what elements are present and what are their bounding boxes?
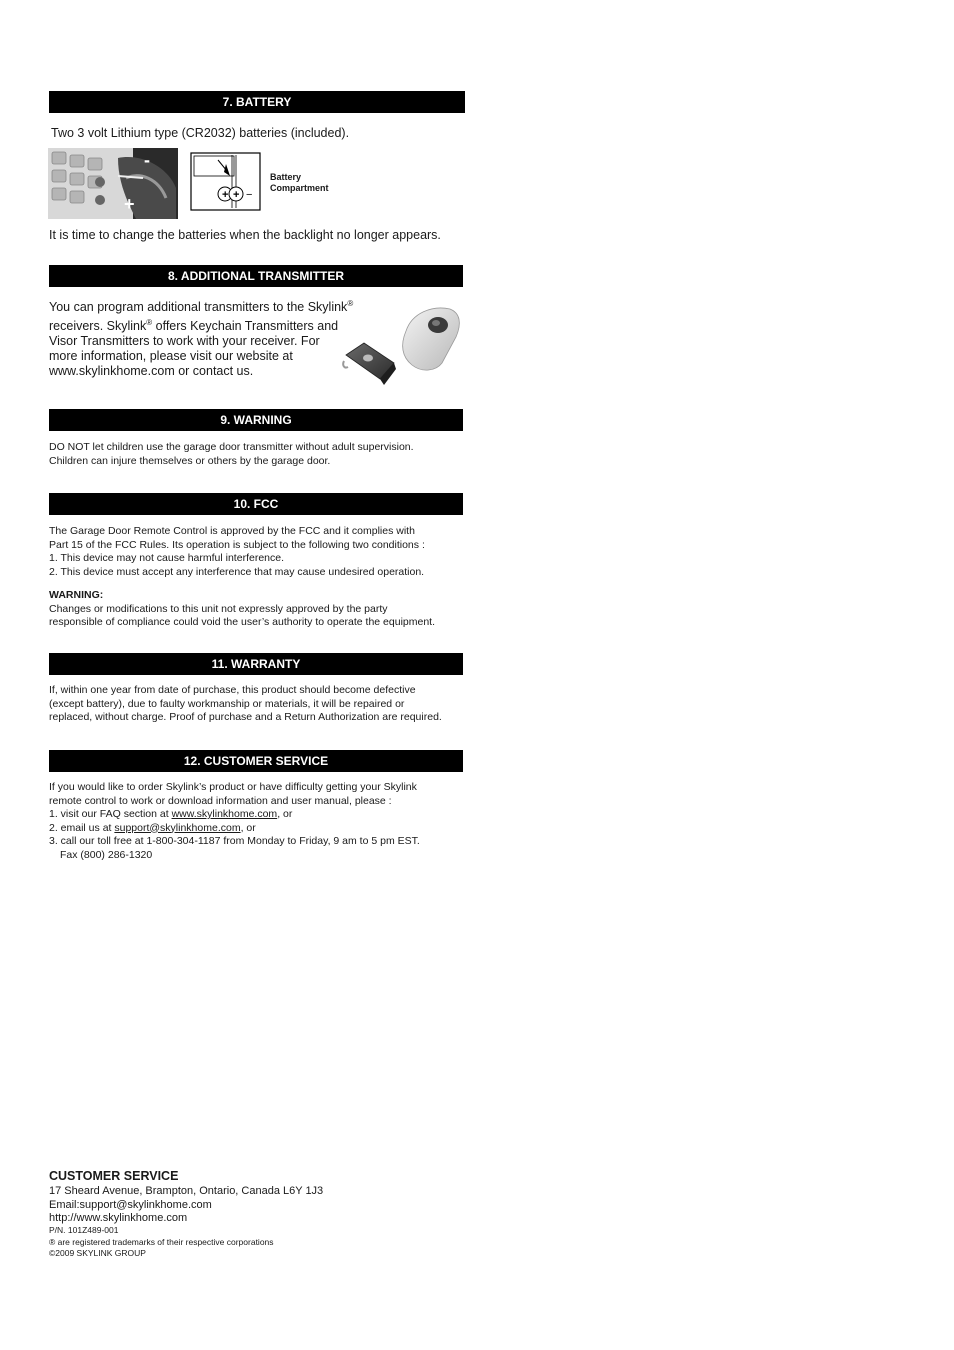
- warranty-text: If, within one year from date of purchase, this product should become defective (except battery), due to faulty workmanship or materials, it will be repaired or replaced, without charge. Proof of purchase and a Return Authorization are required.: [49, 684, 442, 723]
- section-header-fcc: 10. FCC: [49, 493, 463, 515]
- battery-note: It is time to change the batteries when the backlight no longer appears.: [49, 228, 441, 242]
- footer-contact: 17 Sheard Avenue, Brampton, Ontario, Canada L6Y 1J3 Email:support@skylinkhome.com http://www.skylinkhome.com: [49, 1185, 324, 1224]
- customer-service-text: If you would like to order Skylink’s product or have difficulty getting your Skylink remote control to work or download information and user manual, please : 1. visit our FAQ section at www.skylinkhome.com, or 2. email us at support@skylinkhome.com, or 3. call our toll free at 1-800-304-1187 from Monday to Friday, 9 am to 5 pm EST. Fax (800) 286-1320: [49, 781, 420, 861]
- minus-sign: -: [144, 150, 150, 170]
- fcc-warning: WARNING: Changes or modifications to this unit not expressly approved by the party responsible of compliance could void the user’s authority to operate the equipment.: [49, 589, 436, 628]
- fcc-text: The Garage Door Remote Control is approved by the FCC and it complies with Part 15 of the FCC Rules. Its operation is subject to the following two conditions : 1. This device may not cause harmful interference. 2. This device must accept any interference that may cause undesired operation.: [49, 525, 425, 578]
- svg-text:+: +: [233, 189, 240, 201]
- battery-photo: [48, 148, 178, 219]
- section-header-battery: 7. BATTERY: [49, 91, 465, 113]
- section-header-customer-service: 12. CUSTOMER SERVICE: [49, 750, 463, 772]
- transmitter-text: You can program additional transmitters to the Skylink® receivers. Skylink® offers Keychain Transmitters and Visor Transmitters to work with your receiver. For more information, please visit our website at www.skylinkhome.com or contact us.: [49, 299, 354, 379]
- svg-text:+: +: [222, 189, 229, 201]
- battery-intro: Two 3 volt Lithium type (CR2032) batteries (included).: [51, 126, 350, 140]
- support-email-link[interactable]: support@skylinkhome.com: [114, 821, 241, 834]
- svg-text:−: −: [246, 189, 253, 201]
- faq-link[interactable]: www.skylinkhome.com: [171, 808, 278, 820]
- plus-sign: +: [124, 194, 135, 214]
- section-header-warning: 9. WARNING: [49, 409, 463, 431]
- warning-text: DO NOT let children use the garage door transmitter without adult supervision. Children can injure themselves or others by the garage door.: [49, 441, 414, 467]
- battery-compartment-label: Battery Compartment: [270, 172, 329, 193]
- battery-compartment-diagram: [190, 152, 262, 212]
- transmitters-image: [342, 303, 464, 389]
- section-header-warranty: 11. WARRANTY: [49, 653, 463, 675]
- footer-legal: P/N. 101Z489-001 ® are registered trademarks of their respective corporations ©2009 SKYLINK GROUP: [49, 1225, 274, 1258]
- footer-title: CUSTOMER SERVICE: [49, 1169, 179, 1183]
- section-header-transmitter: 8. ADDITIONAL TRANSMITTER: [49, 265, 463, 287]
